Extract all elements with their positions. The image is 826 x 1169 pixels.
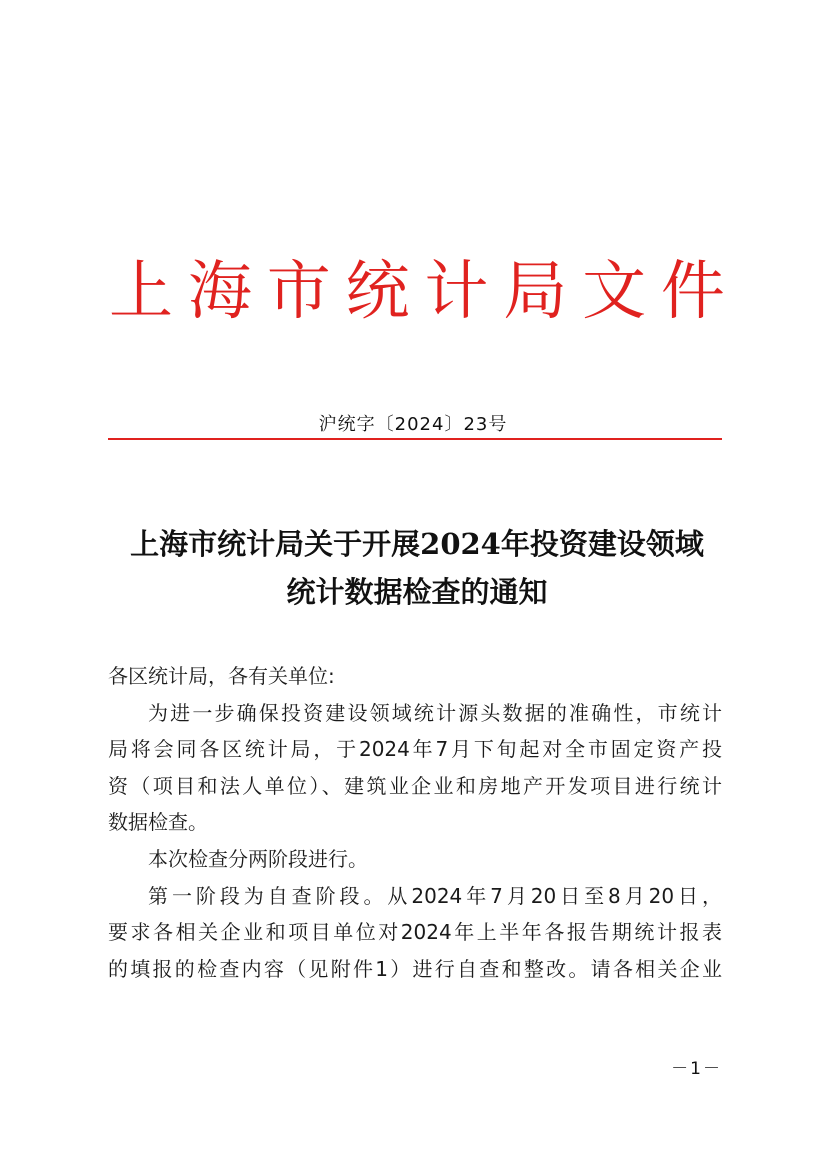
document-title-line-2: 统计数据检查的通知 [286,575,548,609]
header-char: 计 [424,255,489,329]
paragraph-3-line: 的填报的检查内容（见附件1）进行自查和整改。请各相关企业 [108,956,722,981]
header-char: 市 [266,255,331,329]
paragraph-1-line: 为进一步确保投资建设领域统计源头数据的准确性，市统计 [148,700,722,725]
paragraph-1-line: 资（项目和法人单位）、建筑业企业和房地产开发项目进行统计 [108,773,722,798]
salutation: 各区统计局，各有关单位: [108,664,335,688]
header-char: 海 [187,255,252,329]
header-char: 统 [345,255,410,329]
header-char: 局 [503,255,568,329]
header-char: 件 [660,255,725,329]
document-title [108,520,726,616]
paragraph-3-line: 要求各相关企业和项目单位对2024年上半年各报告期统计报表 [108,920,722,945]
page-number: －1－ [671,1059,722,1079]
header-char: 文 [582,255,647,329]
document-title-line-1: 上海市统计局关于开展2024年投资建设领域 [130,527,704,561]
paragraph-2: 本次检查分两阶段进行。 [148,846,368,871]
issuing-authority-header [108,252,726,332]
red-divider-line [108,438,722,440]
paragraph-1-line: 数据检查。 [108,810,208,835]
document-body [108,658,722,987]
paragraph-1-line: 局将会同各区统计局，于2024年7月下旬起对全市固定资产投 [108,737,722,762]
header-char: 上 [109,255,173,329]
document-number: 沪统字〔2024〕23号 [318,414,508,435]
paragraph-3-line: 第一阶段为自查阶段。从2024年7月20日至8月20日， [148,883,722,908]
